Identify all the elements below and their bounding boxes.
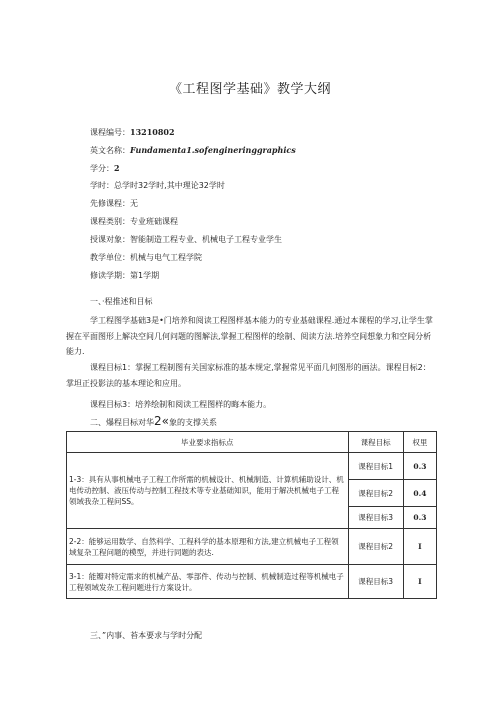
section-1-heading: 一、·程推述和目标: [90, 297, 153, 306]
section-3-heading: 三、”内事、苔本要求与学时分配: [90, 631, 203, 640]
goal-cell: 课程目标2: [348, 480, 403, 507]
meta-credits: 学分：2: [90, 163, 120, 173]
table-row: [67, 529, 437, 565]
goal-cell: 课程目标3: [348, 565, 403, 599]
goal-cell: 课程目标1: [348, 453, 403, 480]
weight-cell: I: [403, 565, 436, 599]
meta-category: 课程类别：专业班础课程: [90, 217, 178, 226]
document-title: 《工程图学基础》教学大纲: [168, 82, 331, 97]
header-weight: 权里: [403, 432, 436, 453]
table-row: [67, 565, 437, 599]
header-goal: 课程目标: [348, 432, 403, 453]
weight-cell: 0.3: [403, 507, 436, 529]
course-goal-3: 课程目标3：培养绘制和阅读工程图样的晦本能力。: [90, 400, 272, 409]
goal-cell: 课程目标3: [348, 507, 403, 529]
section-2-heading: 二、爆程目标对华2«象的支撑关系: [90, 414, 217, 428]
requirement-1-3: 1-3：具有从事机械电子工程工作所需的机械设计、机械制造、计算机辅助设计、机电传动控制、液压传动与控制工程技术等专业基础知识，能用于解决机械电子工程领域我杂工程问SS。: [67, 453, 349, 529]
weight-cell: 0.4: [403, 480, 436, 507]
meta-prerequisite: 先修课程：无: [90, 199, 138, 208]
course-goal-1-2: 课程目标1：掌握工程制图有关国家标准的基本规定,掌握常见平面几何图形的画法。课程目标2：掌坦正投影法的基本理论和应用。: [66, 363, 431, 388]
meta-audience: 授课对象：智能制造工程专业、机械电子工程专业学生: [90, 235, 282, 244]
requirement-2-2: 2-2：能够运用数学、自然科学、工程科学的基本原理和方法,建立机械电子工程领域复杂工程问题的模型，并进行同题的表达.: [67, 529, 349, 565]
table-row: [67, 453, 437, 480]
course-overview-paragraph: 学工程图学基础3是•门培养和阅读工程图样基本能力的专业基础课程.通过本课程的学习,让学生掌握在平面图形上解决空间几何问题的图解法,掌握工程图样的绘制、阅读方法.培养空间想象力和空间分析能力.: [66, 316, 433, 356]
meta-english-name: 英文名称：Fundamenta1.sofengineringgraphics: [90, 145, 296, 155]
meta-hours: 学时：总学时32学时,其中理论32学时: [90, 181, 225, 190]
meta-semester: 修读学期：第1学期: [90, 271, 160, 280]
goal-cell: 课程目标2: [348, 529, 403, 565]
support-relation-table: [66, 431, 437, 599]
weight-cell: I: [403, 529, 436, 565]
meta-course-code: 课程编号：13210802: [90, 127, 175, 137]
header-requirement: 毕业要求指标点: [67, 432, 349, 453]
meta-unit: 教学单位：机械与电气工程学院: [90, 253, 202, 262]
weight-cell: 0.3: [403, 453, 436, 480]
table-header-row: [67, 432, 437, 453]
requirement-3-1: 3-1：能瓣对特定需求的机械产品、零部件、传动与控制、机械制造过程等机械电子工程领域发杂工程问题进行方案设计。: [67, 565, 349, 599]
